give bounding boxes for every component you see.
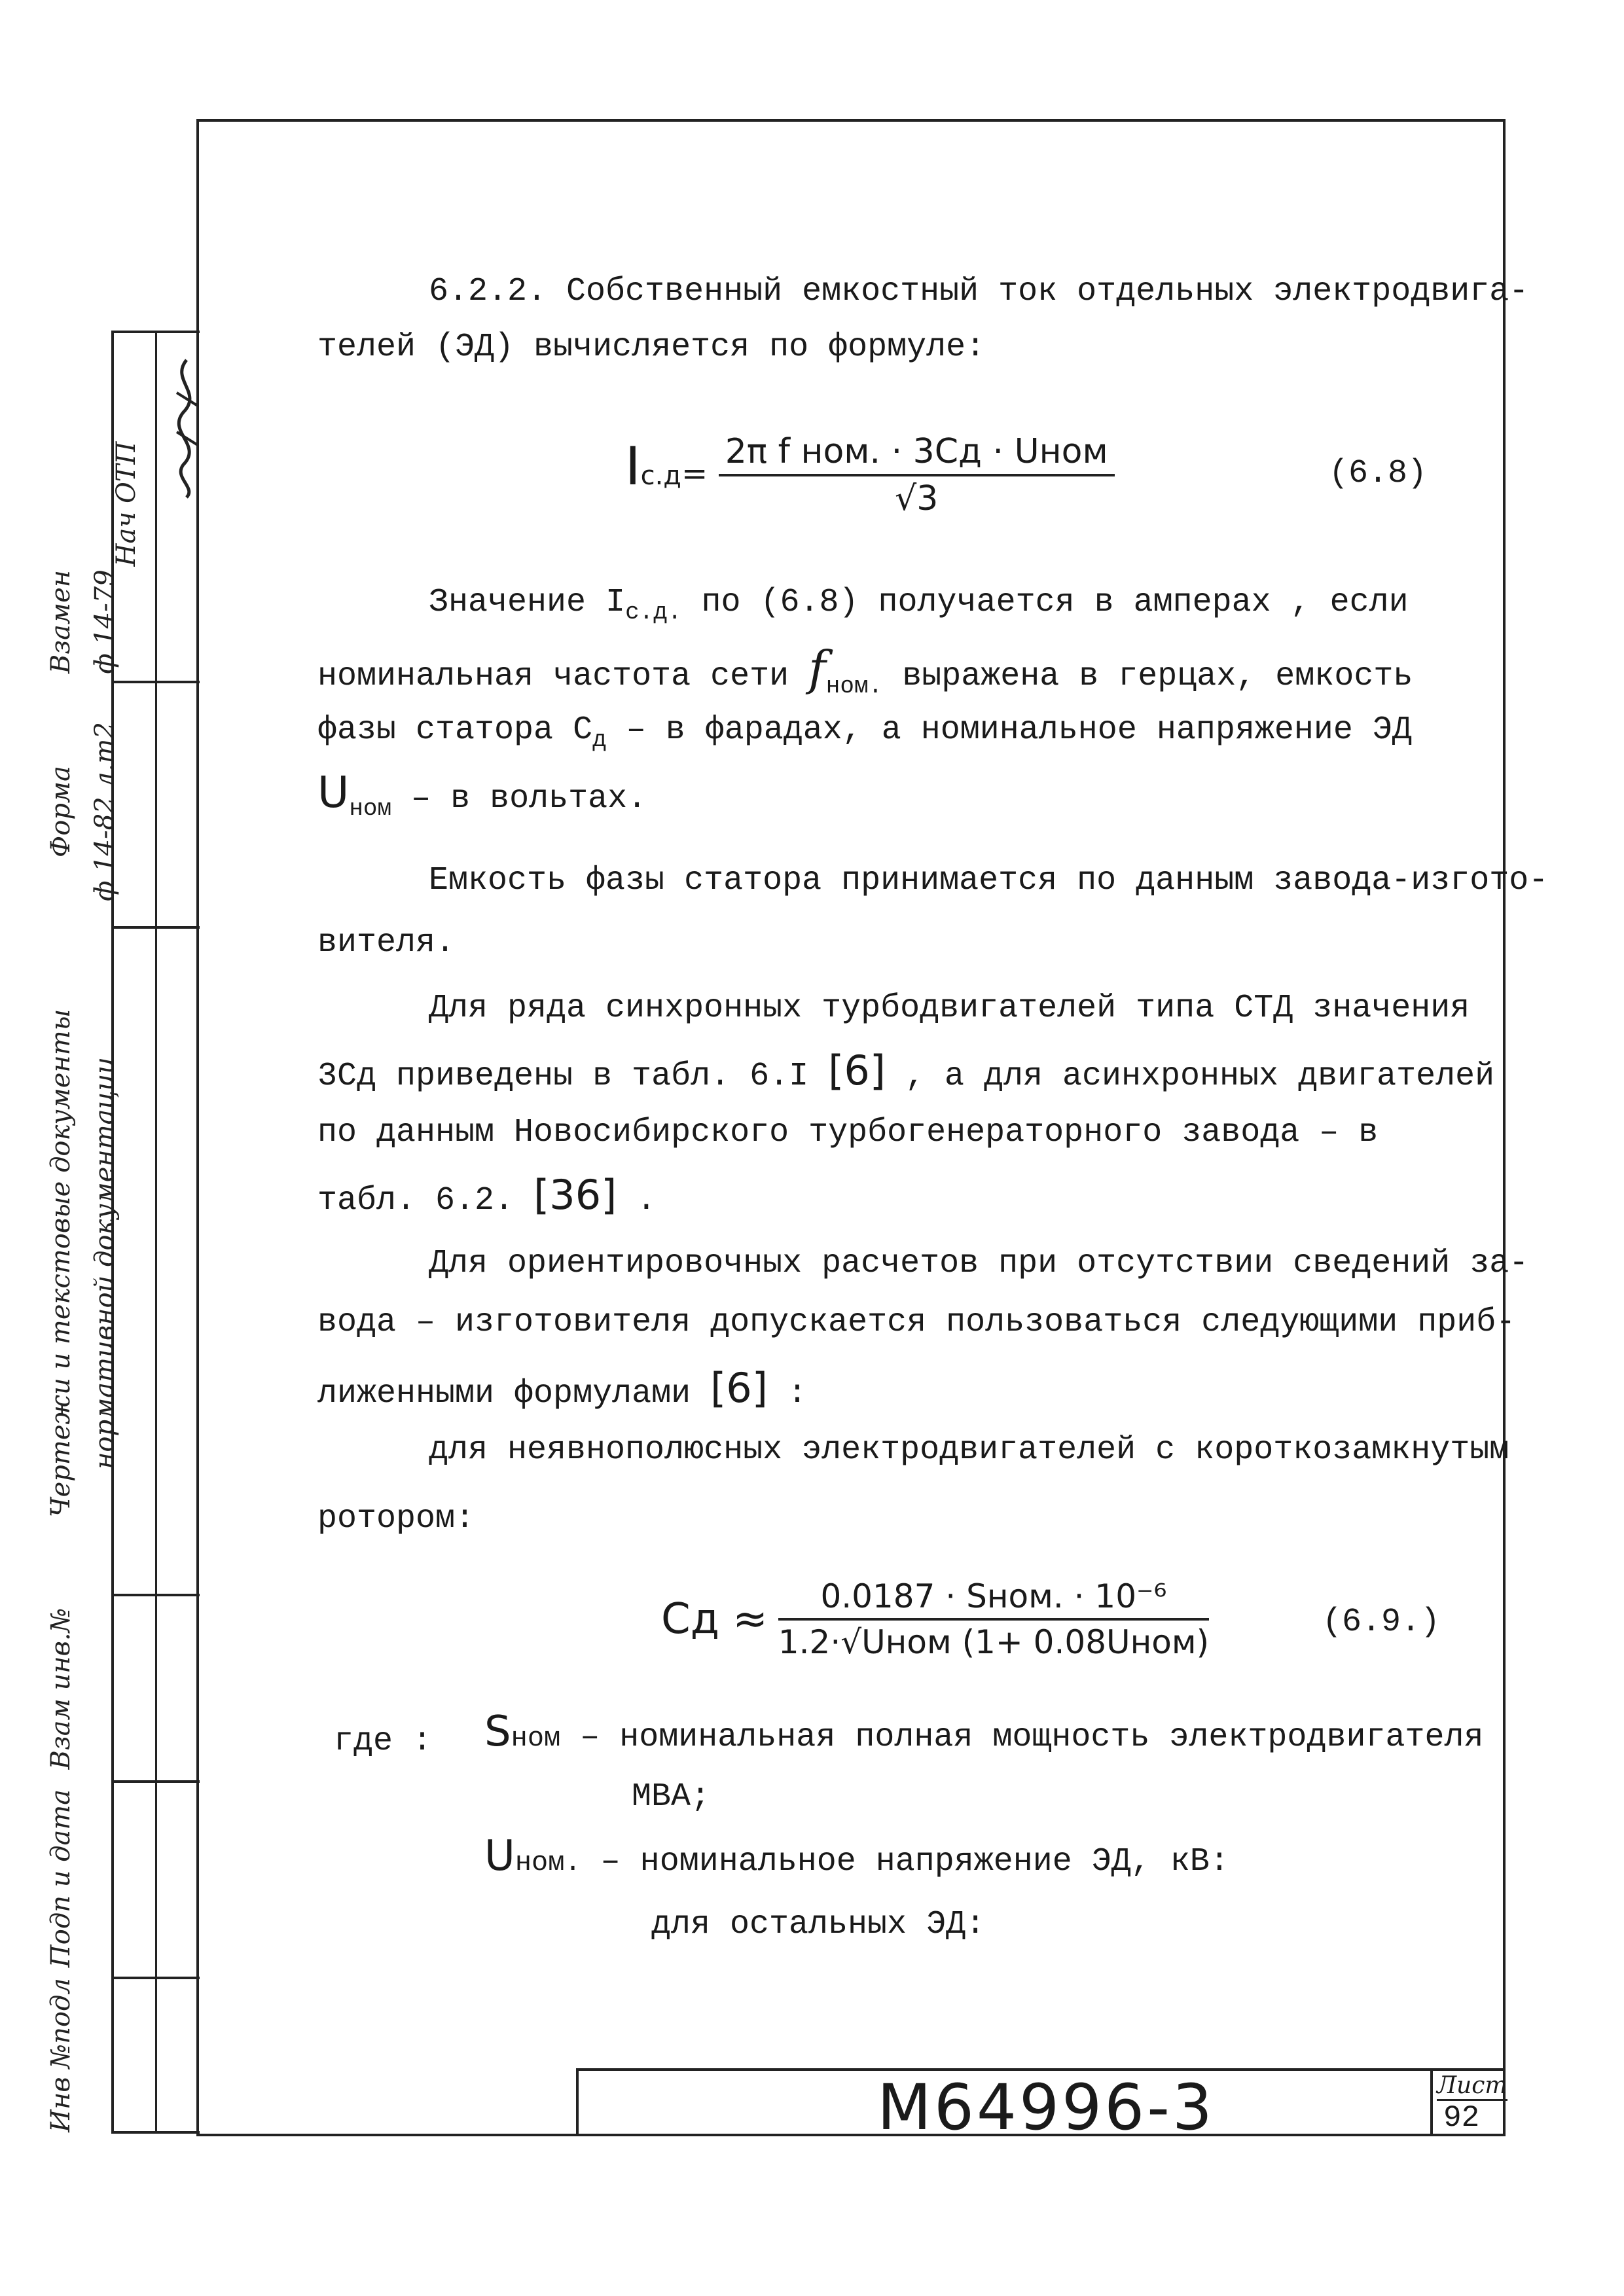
reference-link: [6] [828, 1047, 886, 1094]
stamp-nach-otp: Нач ОТП [111, 441, 141, 567]
paragraph-line: телей (ЭД) вычисляется по формуле: [317, 329, 986, 366]
definition-line: для остальных ЭД: [651, 1906, 986, 1943]
paragraph-line: номинальная частота сети $f_{ном.}$ выражена в герцах, емкость [317, 641, 1413, 700]
formula-lhs: I [625, 436, 641, 497]
paragraph-line: фазы статора $C_д$ – в фарадах, а номинальное напряжение ЭД [317, 711, 1412, 753]
stamp-column-divider [155, 331, 157, 2134]
stamp-documents-line2: нормативной документации [90, 1057, 120, 1469]
formula-equals: = [681, 456, 708, 492]
paragraph-line: Значение $I_{с.д.}$ по (6.8) получается в амперах , если [429, 584, 1409, 626]
paragraph-line: вода – изготовителя допускается пользоваться следующими приб- [317, 1304, 1516, 1341]
paragraph-line: Для ориентировочных расчетов при отсутствии сведений за- [429, 1245, 1529, 1282]
equation-number: (6.9.) [1322, 1604, 1441, 1641]
stamp-podp-data: Подп и дата [46, 1789, 76, 1968]
stamp-forma-value: ф 14-82 л.т2 [90, 722, 120, 901]
paragraph-line: Для ряда синхронных турбодвигателей типа СТД значения [429, 990, 1470, 1027]
formula-denominator: √3 [895, 479, 939, 518]
formula-lhs-sub: с.д [640, 461, 681, 491]
formula-fraction [719, 432, 1115, 518]
stamp-cell-divider [111, 1977, 200, 1979]
stamp-forma: Форма [46, 766, 76, 857]
formula-fraction [778, 1577, 1209, 1661]
sheet-label: Лист [1437, 2072, 1507, 2101]
paragraph-line: вителя. [317, 924, 456, 961]
stamp-inv-podl: Инв №подл [46, 1978, 76, 2132]
reference-link: [6] [710, 1364, 768, 1412]
paragraph-line: табл. 6.2. [36] . [317, 1171, 657, 1219]
formula-lhs: Cд ≈ [661, 1595, 768, 1643]
formula-numerator: 0.0187 · Sном. · 10⁻⁶ [778, 1577, 1209, 1621]
formula-denominator: 1.2·√Uном (1+ 0.08Uном) [778, 1623, 1210, 1661]
formula-6-9 [661, 1577, 1209, 1661]
stamp-cell-divider [111, 1594, 200, 1596]
definition-unit: МВА; [632, 1778, 711, 1816]
document-number: М64996-3 [877, 2071, 1215, 2144]
sheet-number: 92 [1443, 2101, 1480, 2135]
signature-icon [164, 353, 209, 504]
formula-numerator: 2π f ном. · 3Cд · Uном [719, 432, 1115, 476]
paragraph-line: 6.2.2. Собственный емкостный ток отдельных электродвига- [429, 273, 1529, 310]
formula-6-8 [625, 432, 1115, 518]
paragraph-line: 3Cд приведены в табл. 6.I [6] , а для асинхронных двигателей [317, 1047, 1495, 1095]
definition-line: Sном – номинальная полная мощность электродвигателя [484, 1708, 1484, 1756]
stamp-documents-line1: Чертежи и текстовые документы [46, 1009, 76, 1518]
paragraph-line: по данным Новосибирского турбогенераторного завода – в [317, 1114, 1379, 1151]
definition-line: Uном. – номинальное напряжение ЭД, кВ: [484, 1832, 1229, 1880]
equation-number: (6.8) [1329, 455, 1428, 492]
reference-link: [36] [533, 1171, 617, 1219]
stamp-cell-divider [111, 1780, 200, 1783]
stamp-vzam-inv: Взам инв.№ [46, 1607, 76, 1770]
paragraph-line: Емкость фазы статора принимается по данным завода-изгото- [429, 862, 1549, 899]
paragraph-line: лиженными формулами [6] : [317, 1364, 807, 1412]
paragraph-line: ротором: [317, 1500, 475, 1537]
paragraph-line: для неявнополюсных электродвигателей с короткозамкнутым [429, 1431, 1509, 1469]
where-label: где : [334, 1723, 433, 1760]
stamp-vzamen: Взамен [46, 569, 76, 674]
paragraph-line: $U_{ном}$ – в вольтах. [317, 767, 647, 822]
stamp-vzamen-value: ф 14-79 [90, 569, 120, 674]
